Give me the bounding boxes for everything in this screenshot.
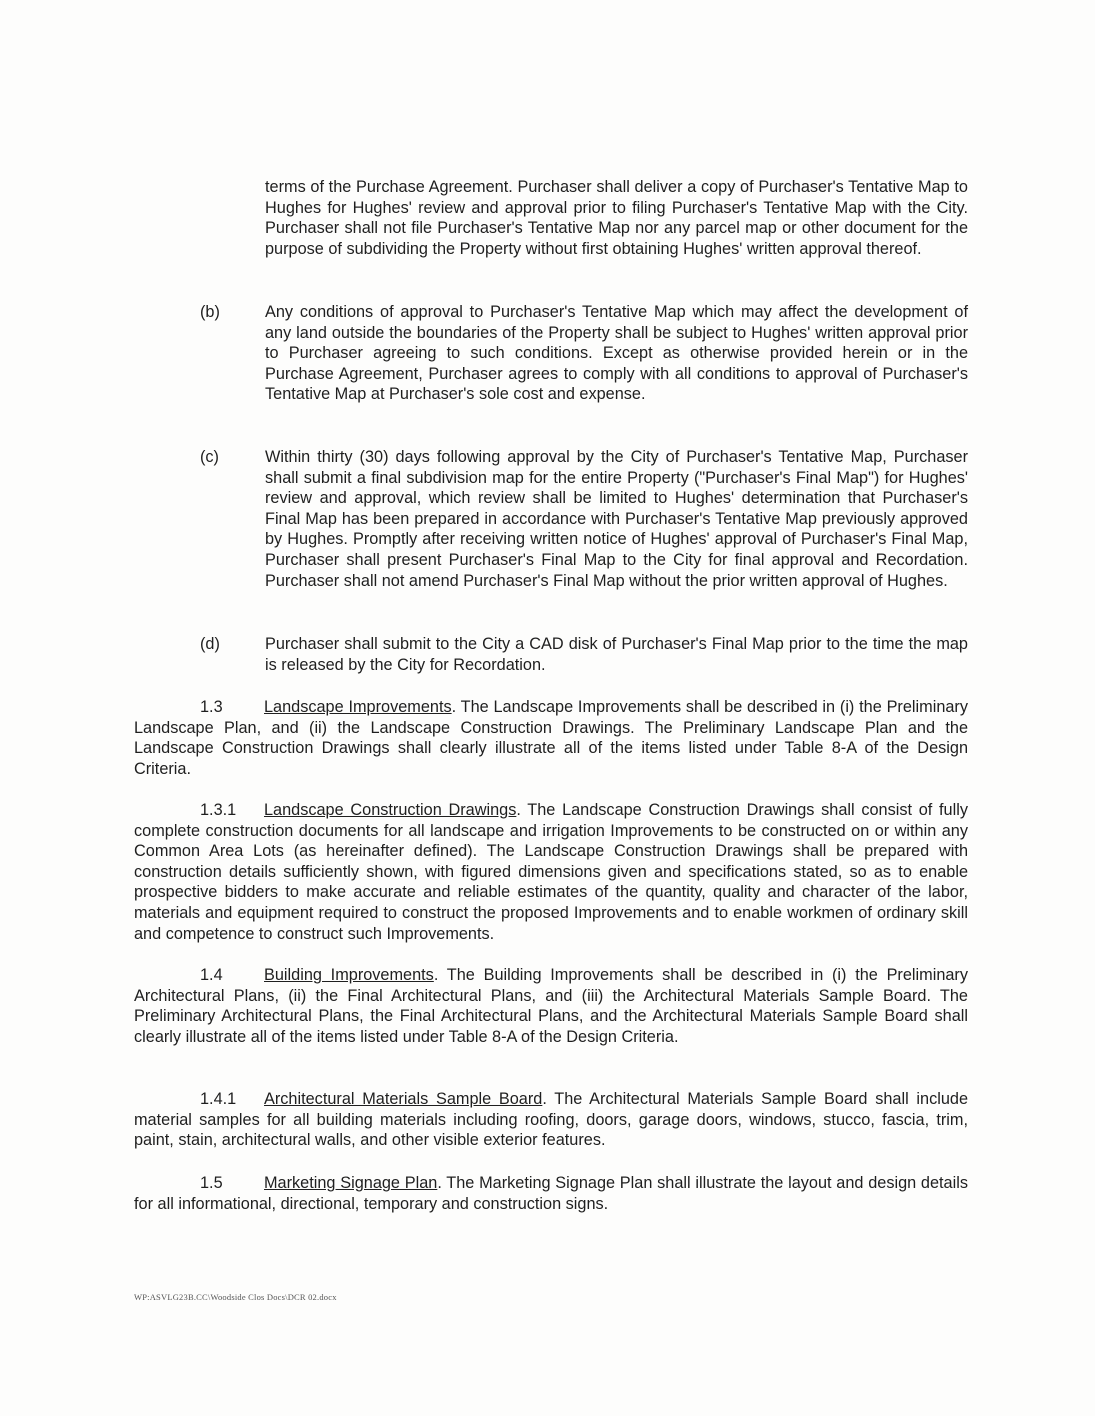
- section-1-3: [134, 697, 968, 779]
- section-body: . The Building Improvements shall be described in (i) the Preliminary Architectural Plans, (ii) the Final Architectural Plans, and (iii) the Architectural Materials Sample Board. The Preliminary Architectural Plans, the Final Architectural Plans, and the Architectural Materials Sample Board shall clearly illustrate all of the items listed under Table 8-A of the Design Criteria.: [134, 966, 968, 1046]
- item-text-b: Any conditions of approval to Purchaser's Tentative Map which may affect the development of any land outside the boundaries of the Property shall be subject to Hughes' written approval prior to Purchaser agreeing to such conditions. Except as otherwise provided herein or in the Purchase Agreement, Purchaser agrees to comply with all conditions to approval of Purchaser's Tentative Map at Purchaser's sole cost and expense.: [265, 303, 968, 404]
- item-label-c: (c): [200, 448, 219, 466]
- section-number: 1.5: [200, 1174, 223, 1192]
- item-text-d: Purchaser shall submit to the City a CAD disk of Purchaser's Final Map prior to the time the map is released by the City for Recordation.: [265, 635, 968, 674]
- section-number: 1.3: [200, 698, 223, 716]
- section-1-4-1: [134, 1089, 968, 1151]
- section-body: . The Landscape Improvements shall be described in (i) the Preliminary Landscape Plan, and (ii) the Landscape Construction Drawings. The Preliminary Landscape Plan and the Landscape Construction Drawings shall clearly illustrate all of the items listed under Table 8-A of the Design Criteria.: [134, 698, 968, 778]
- section-1-3-1: [134, 800, 968, 944]
- section-number: 1.4.1: [200, 1090, 237, 1108]
- section-heading: Building Improvements: [264, 966, 434, 984]
- continuation-paragraph: terms of the Purchase Agreement. Purchaser shall deliver a copy of Purchaser's Tentative Map to Hughes for Hughes' review and approval prior to filing Purchaser's Tentative Map with the City. Purchaser shall not file Purchaser's Tentative Map nor any parcel map or other document for the purpose of subdividing the Property without first obtaining Hughes' written approval thereof.: [265, 178, 968, 258]
- section-body: . The Architectural Materials Sample Board shall include material samples for all building materials including roofing, doors, garage doors, windows, stucco, fascia, trim, paint, stain, architectural walls, and other visible exterior features.: [134, 1090, 968, 1150]
- section-body: . The Marketing Signage Plan shall illustrate the layout and design details for all informational, directional, temporary and construction signs.: [134, 1174, 968, 1213]
- section-heading: Landscape Improvements: [264, 698, 452, 716]
- section-1-4: [134, 965, 968, 1047]
- section-heading: Landscape Construction Drawings: [264, 801, 517, 819]
- item-label-b: (b): [200, 303, 220, 321]
- section-body: . The Landscape Construction Drawings shall consist of fully complete construction documents for all landscape and irrigation Improvements to be constructed on or within any Common Area Lots (as hereinafter defined). The Landscape Construction Drawings shall be prepared with construction details sufficiently shown, with figured dimensions given and specifications stated, so as to enable prospective bidders to make accurate and reliable estimates of the quantity, quality and character of the labor, materials and equipment required to construct the proposed Improvements and to enable workmen of ordinary skill and competence to construct such Improvements.: [134, 801, 968, 943]
- section-heading: Marketing Signage Plan: [264, 1174, 438, 1192]
- item-text-c: Within thirty (30) days following approval by the City of Purchaser's Tentative Map, Purchaser shall submit a final subdivision map for the entire Property ("Purchaser's Final Map") for Hughes' review and approval, which review shall be limited to Hughes' determination that Purchaser's Final Map has been prepared in accordance with Purchaser's Tentative Map previously approved by Hughes. Promptly after receiving written notice of Hughes' approval of Purchaser's Final Map, Purchaser shall present Purchaser's Final Map to the City for final approval and Recordation. Purchaser shall not amend Purchaser's Final Map without the prior written approval of Hughes.: [265, 448, 968, 590]
- section-1-5: [134, 1173, 968, 1214]
- item-label-d: (d): [200, 635, 220, 653]
- footer-file-path: WP:ASVLG23B.CC\Woodside Clos Docs\DCR 02.docx: [134, 1292, 337, 1302]
- section-number: 1.4: [200, 966, 223, 984]
- section-number: 1.3.1: [200, 801, 237, 819]
- section-heading: Architectural Materials Sample Board: [264, 1090, 543, 1108]
